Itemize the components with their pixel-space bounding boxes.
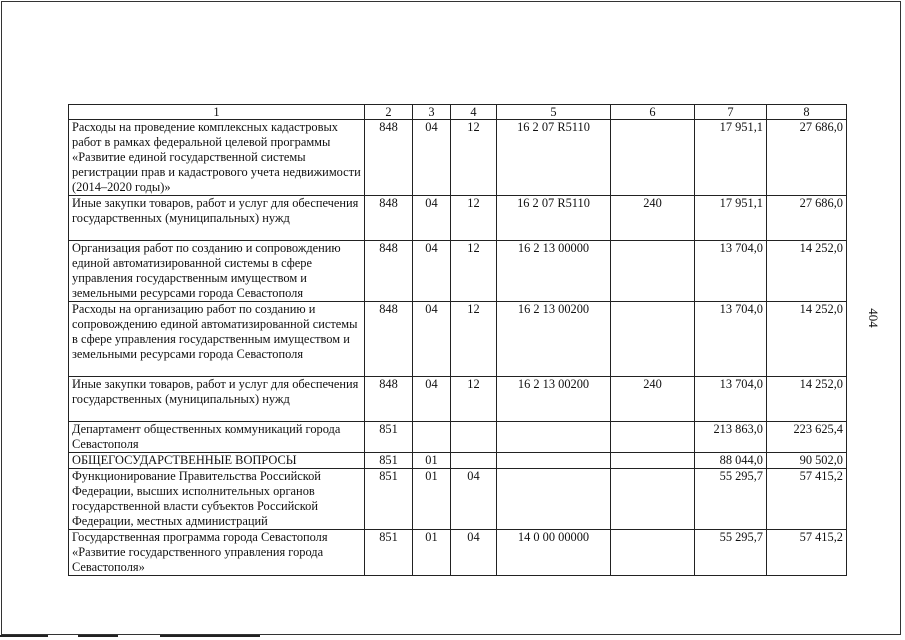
target-article-code	[497, 469, 611, 530]
amount-col8: 14 252,0	[767, 302, 847, 377]
scan-edge-mark	[160, 635, 260, 637]
expense-name: Иные закупки товаров, работ и услуг для обеспечения государственных (муниципальных) нужд	[69, 377, 365, 422]
expense-type-code	[611, 469, 695, 530]
ministry-code: 851	[365, 469, 413, 530]
amount-col7: 13 704,0	[695, 377, 767, 422]
expense-type-code	[611, 530, 695, 576]
subsection-code: 04	[451, 530, 497, 576]
amount-col8: 57 415,2	[767, 469, 847, 530]
amount-col8: 27 686,0	[767, 120, 847, 196]
amount-col7: 55 295,7	[695, 530, 767, 576]
ministry-code: 848	[365, 196, 413, 241]
expense-type-code: 240	[611, 377, 695, 422]
section-code: 04	[413, 302, 451, 377]
table-row	[69, 196, 847, 241]
column-header: 3	[413, 105, 451, 120]
target-article-code	[497, 453, 611, 469]
target-article-code: 16 2 07 R5110	[497, 196, 611, 241]
expense-name: Департамент общественных коммуникаций города Севастополя	[69, 422, 365, 453]
target-article-code: 16 2 07 R5110	[497, 120, 611, 196]
subsection-code: 12	[451, 241, 497, 302]
expense-type-code: 240	[611, 196, 695, 241]
subsection-code: 12	[451, 196, 497, 241]
table-row	[69, 241, 847, 302]
amount-col8: 223 625,4	[767, 422, 847, 453]
column-header: 5	[497, 105, 611, 120]
subsection-code: 12	[451, 120, 497, 196]
amount-col7: 88 044,0	[695, 453, 767, 469]
section-code: 04	[413, 241, 451, 302]
amount-col7: 55 295,7	[695, 469, 767, 530]
amount-col7: 13 704,0	[695, 241, 767, 302]
amount-col8: 57 415,2	[767, 530, 847, 576]
expense-name: Государственная программа города Севастополя «Развитие государственного управления города Севастополя»	[69, 530, 365, 576]
ministry-code: 848	[365, 377, 413, 422]
target-article-code	[497, 422, 611, 453]
amount-col7: 213 863,0	[695, 422, 767, 453]
column-header: 2	[365, 105, 413, 120]
amount-col7: 17 951,1	[695, 120, 767, 196]
amount-col8: 27 686,0	[767, 196, 847, 241]
expense-name: Иные закупки товаров, работ и услуг для обеспечения государственных (муниципальных) нужд	[69, 196, 365, 241]
section-code: 01	[413, 453, 451, 469]
scan-edge-mark	[0, 635, 48, 637]
target-article-code: 16 2 13 00200	[497, 302, 611, 377]
page-number: 404	[866, 308, 881, 328]
amount-col7: 17 951,1	[695, 196, 767, 241]
expense-name: Организация работ по созданию и сопровождению единой автоматизированной системы в сфере управления государственным имуществом и земельными ресурсами города Севастополя	[69, 241, 365, 302]
subsection-code	[451, 422, 497, 453]
table-row	[69, 377, 847, 422]
section-code: 04	[413, 196, 451, 241]
table-row	[69, 302, 847, 377]
amount-col8: 14 252,0	[767, 241, 847, 302]
budget-table	[68, 104, 847, 576]
ministry-code: 851	[365, 530, 413, 576]
target-article-code: 16 2 13 00200	[497, 377, 611, 422]
table-row	[69, 120, 847, 196]
expense-name: ОБЩЕГОСУДАРСТВЕННЫЕ ВОПРОСЫ	[69, 453, 365, 469]
section-code: 01	[413, 530, 451, 576]
subsection-code	[451, 453, 497, 469]
expense-type-code	[611, 241, 695, 302]
table-row	[69, 453, 847, 469]
amount-col8: 90 502,0	[767, 453, 847, 469]
target-article-code: 14 0 00 00000	[497, 530, 611, 576]
amount-col7: 13 704,0	[695, 302, 767, 377]
amount-col8: 14 252,0	[767, 377, 847, 422]
section-code: 01	[413, 469, 451, 530]
column-header: 1	[69, 105, 365, 120]
expense-type-code	[611, 120, 695, 196]
subsection-code: 12	[451, 377, 497, 422]
expense-type-code	[611, 453, 695, 469]
expense-type-code	[611, 302, 695, 377]
expense-name: Расходы на проведение комплексных кадастровых работ в рамках федеральной целевой программы «Развитие единой государственной системы регистрации прав и кадастрового учета недвижимости (2014–2020 годы)»	[69, 120, 365, 196]
subsection-code: 12	[451, 302, 497, 377]
section-code: 04	[413, 120, 451, 196]
section-code: 04	[413, 377, 451, 422]
expense-name: Функционирование Правительства Российской Федерации, высших исполнительных органов государственной власти субъектов Российской Федерации, местных администраций	[69, 469, 365, 530]
table-row	[69, 530, 847, 576]
section-code	[413, 422, 451, 453]
expense-name: Расходы на организацию работ по созданию и сопровождению единой автоматизированной системы в сфере управления государственным имуществом и земельными ресурсами города Севастополя	[69, 302, 365, 377]
ministry-code: 851	[365, 453, 413, 469]
column-header: 8	[767, 105, 847, 120]
column-header: 6	[611, 105, 695, 120]
column-header: 4	[451, 105, 497, 120]
expense-type-code	[611, 422, 695, 453]
scan-edge-mark	[78, 635, 118, 637]
ministry-code: 848	[365, 302, 413, 377]
ministry-code: 851	[365, 422, 413, 453]
table-row	[69, 469, 847, 530]
column-header: 7	[695, 105, 767, 120]
ministry-code: 848	[365, 241, 413, 302]
subsection-code: 04	[451, 469, 497, 530]
target-article-code: 16 2 13 00000	[497, 241, 611, 302]
header-row	[69, 105, 847, 120]
table-row	[69, 422, 847, 453]
ministry-code: 848	[365, 120, 413, 196]
